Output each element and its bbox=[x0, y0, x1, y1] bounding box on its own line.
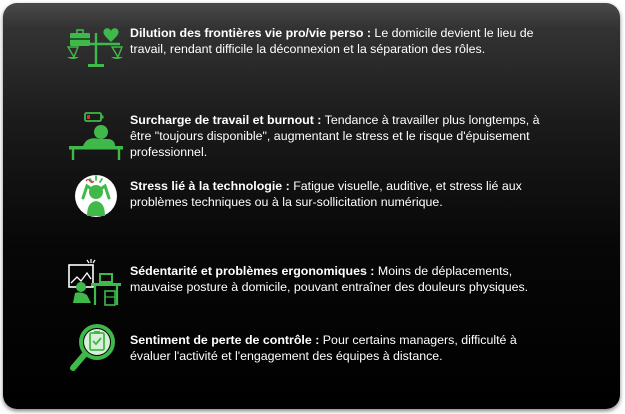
item-title: Dilution des frontières vie pro/vie perso : bbox=[130, 26, 371, 40]
item-body: Moins de déplacements, mauvaise posture à domicile, pouvant entraîner des douleurs physiques. bbox=[130, 264, 529, 294]
item-title: Stress lié à la technologie : bbox=[130, 179, 290, 193]
item-body: Tendance à travailler plus longtemps, à être "toujours disponible", augmentant le stress et le risque d'épuisement professionnel. bbox=[130, 113, 540, 159]
risks-card bbox=[3, 3, 620, 409]
item-body: Pour certains managers, difficulté à évaluer l'activité et l'engagement des équipes à distance. bbox=[130, 333, 517, 363]
item-body: Le domicile devient le lieu de travail, rendant difficile la déconnexion et la séparation des rôles. bbox=[130, 26, 534, 56]
sedentary-icon bbox=[65, 257, 125, 307]
item-title: Surcharge de travail et burnout : bbox=[130, 113, 322, 127]
item-title: Sédentarité et problèmes ergonomiques : bbox=[130, 264, 375, 278]
item-body: Fatigue visuelle, auditive, et stress lié aux problèmes techniques ou à la sur-sollicitation numérique. bbox=[130, 179, 522, 209]
burnout-icon bbox=[65, 112, 127, 162]
item-title: Sentiment de perte de contrôle : bbox=[130, 333, 320, 347]
item-text bbox=[130, 112, 550, 160]
item-text bbox=[130, 25, 550, 57]
item-text bbox=[130, 178, 550, 210]
item-text bbox=[130, 263, 550, 295]
work-life-balance-icon bbox=[66, 27, 126, 69]
tech-stress-icon bbox=[73, 172, 119, 220]
loss-of-control-icon bbox=[67, 322, 121, 374]
item-text bbox=[130, 332, 550, 364]
